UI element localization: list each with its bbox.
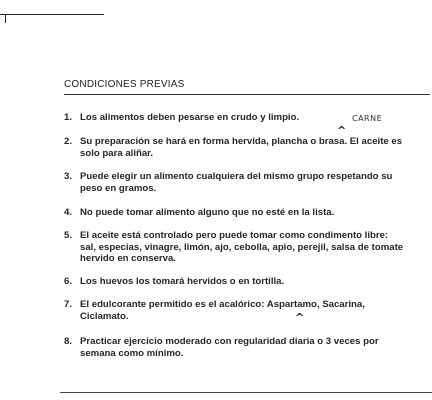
scan-edge-tick [5,14,6,23]
scan-edge-line [0,14,104,15]
insertion-caret-icon: ^ [295,311,305,324]
item-text: El edulcorante permitido es el acalórico: Aspartamo, Sacarina, Ciclamato. [80,299,365,322]
item-number: 5. [64,230,73,241]
item-number: 1. [64,112,73,123]
item-text: Puede elegir un alimento cualquiera del mismo grupo respetando su peso en gramos. [80,171,393,194]
list-item [64,171,430,194]
insertion-caret-icon: ^ [337,124,347,137]
item-number: 4. [64,207,73,218]
item-number: 8. [64,336,73,347]
list-item [64,207,430,219]
item-text: Practicar ejercicio moderado con regularidad diaria o 3 veces por semana como mínimo. [80,336,379,359]
item-number: 3. [64,171,73,182]
item-number: 2. [64,136,73,147]
list-item [64,336,430,359]
item-text: Los alimentos deben pesarse en crudo y limpio. [80,112,300,123]
item-text: El aceite está controlado pero puede tomar como condimento libre: sal, especias, vinagre, limón, ajo, cebolla, apio, perejil, salsa de tomate hervido en conserva. [80,230,404,264]
list-item [64,299,430,322]
item-text: Los huevos los tomará hervidos o en tortilla. [80,276,285,287]
item-number: 7. [64,299,73,310]
heading-underline [64,94,430,95]
handwritten-note: CARNE [352,114,383,123]
bottom-rule [60,392,432,393]
item-text: No puede tomar alimento alguno que no esté en la lista. [80,207,335,218]
list-item [64,136,430,159]
section-heading: CONDICIONES PREVIAS [64,79,185,90]
item-number: 6. [64,276,73,287]
item-text: Su preparación se hará en forma hervida, plancha o brasa. El aceite es solo para aliñar. [80,136,403,159]
list-item [64,230,430,265]
list-item [64,112,430,124]
list-item [64,276,430,288]
